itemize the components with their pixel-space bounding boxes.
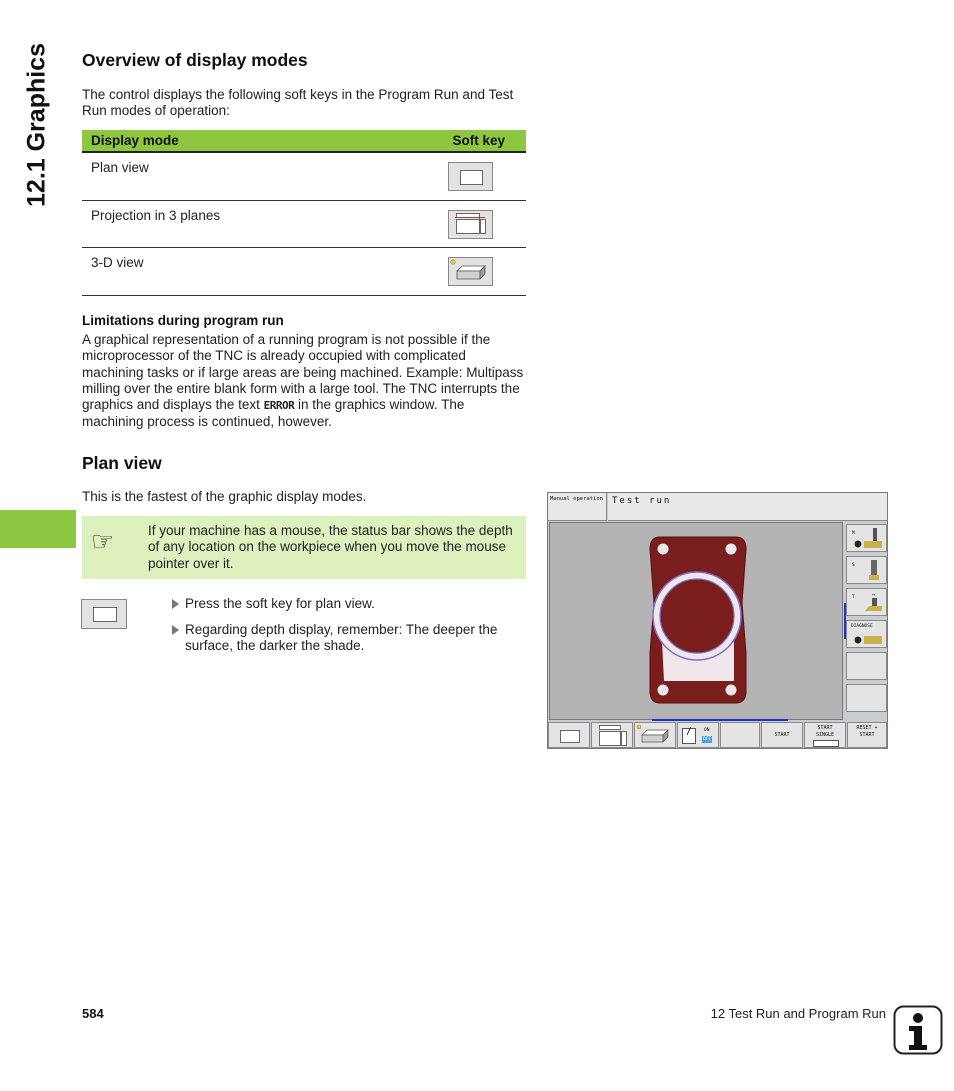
section-heading-overview: Overview of display modes — [82, 50, 308, 70]
3d-view-softkey-icon — [448, 257, 493, 286]
table-row — [82, 153, 526, 201]
diagnose-icon — [847, 621, 885, 647]
tool-call-icon — [847, 589, 885, 615]
plan-view-softkey-icon — [81, 599, 127, 629]
3d-view-softkey[interactable] — [634, 722, 676, 748]
empty-softkey[interactable] — [720, 722, 760, 748]
table-row — [82, 201, 526, 249]
page-number: 584 — [82, 1006, 104, 1021]
projection-3-planes-softkey[interactable] — [591, 722, 633, 748]
table-header — [82, 130, 526, 153]
display-mode-table — [82, 130, 526, 296]
mode-label: 3-D view — [91, 255, 144, 270]
mode-label: Manual operation — [548, 493, 607, 521]
screen-title: Test run — [608, 493, 887, 521]
empty-softkey[interactable] — [846, 652, 887, 680]
note-box — [82, 516, 526, 579]
col-display-mode: Display mode — [91, 133, 179, 148]
col-soft-key: Soft key — [452, 133, 505, 148]
projection-3-planes-softkey-icon — [448, 210, 493, 239]
table-row — [82, 248, 526, 296]
empty-softkey[interactable] — [846, 684, 887, 712]
plan-view-intro: This is the fastest of the graphic display modes. — [82, 489, 367, 504]
chapter-name: 12 Test Run and Program Run — [710, 1006, 886, 1021]
error-code: ERROR — [263, 399, 295, 413]
pointing-hand-icon: ☞ — [91, 526, 115, 556]
mode-label: Plan view — [91, 160, 149, 175]
diagnose-softkey[interactable]: DIAGNOSE — [846, 620, 887, 648]
slow-motion-toggle-softkey[interactable]: / ON OFF — [677, 722, 719, 748]
start-single-softkey[interactable]: START SINGLE — [804, 722, 846, 748]
m-tool-icon — [847, 525, 885, 551]
t-tool-softkey[interactable]: T ↔ — [846, 588, 887, 616]
svg-text:↔: ↔ — [872, 592, 876, 598]
softkey-row-indicator — [652, 719, 788, 721]
workpiece-plan-view — [550, 523, 842, 719]
bullet-item: Press the soft key for plan view. — [172, 596, 527, 612]
bullet-arrow-icon — [172, 599, 179, 609]
plan-view-softkey[interactable] — [548, 722, 590, 748]
bullet-item: Regarding depth display, remember: The deeper the surface, the darker the shade. — [172, 622, 527, 655]
section-heading-plan-view: Plan view — [82, 453, 162, 473]
s-spindle-softkey[interactable]: S — [846, 556, 887, 584]
mode-label: Projection in 3 planes — [91, 207, 221, 223]
limitations-text: A graphical representation of a running program is not possible if the microprocessor of the TNC is already occupied with complicated machining tasks or if large areas are being machined. Example: Multipass milling over the entire blank form with a large tool. The TNC interrupts the graphics and displays the text ERROR in the graphics window. The machining process is continued, however. — [82, 332, 524, 430]
chapter-tab-marker — [0, 510, 76, 548]
bullet-arrow-icon — [172, 625, 179, 635]
overview-intro: The control displays the following soft keys in the Program Run and Test Run modes of operation: — [82, 87, 514, 119]
m-function-softkey[interactable]: M — [846, 524, 887, 552]
reset-start-softkey[interactable]: RESET + START — [847, 722, 887, 748]
plan-view-softkey-icon — [448, 162, 493, 191]
spindle-icon — [847, 557, 885, 583]
info-icon — [893, 1005, 943, 1055]
side-title-text: 12.1 Graphics — [22, 43, 51, 207]
note-text: If your machine has a mouse, the status bar shows the depth of any location on the workpiece when you move the mouse pointer over it. — [148, 523, 513, 571]
limitations-heading: Limitations during program run — [82, 313, 284, 328]
tnc-screen — [547, 492, 888, 749]
graphics-window — [549, 522, 843, 720]
chapter-side-title — [12, 30, 62, 220]
start-softkey[interactable]: START — [761, 722, 803, 748]
